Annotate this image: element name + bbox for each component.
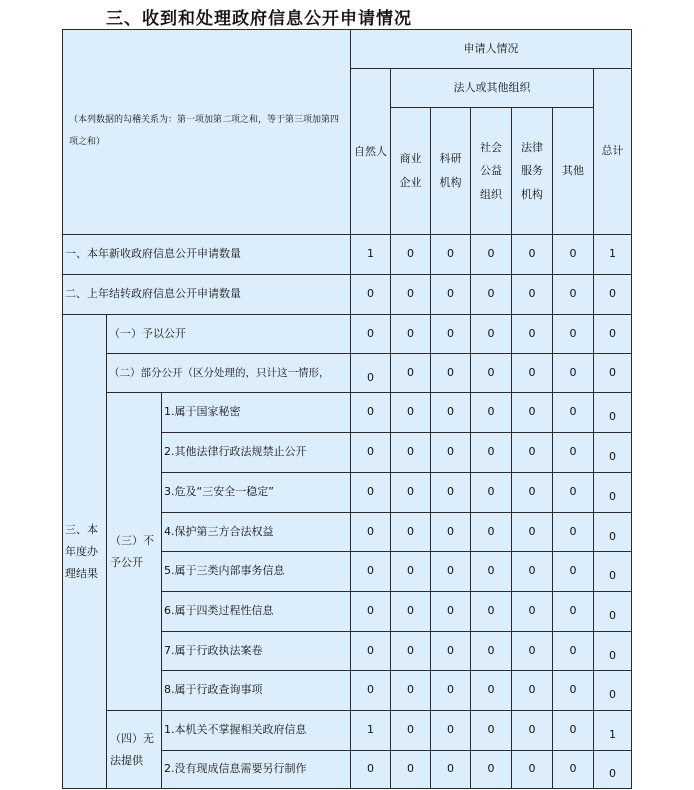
cell-value: 0 [512,315,553,354]
cell-value: 0 [512,275,553,315]
cell-value: 0 [431,751,471,789]
cell-value: 0 [594,513,632,552]
cell-value: 0 [553,433,594,473]
cell-value: 0 [391,275,431,315]
cell-value: 0 [351,513,391,552]
cell-value: 0 [553,592,594,632]
cell-value: 0 [553,235,594,275]
cell-value: 0 [391,393,431,433]
cell-value: 0 [351,592,391,632]
cell-value: 0 [553,671,594,711]
col-header-business: 商业企业 [391,108,431,235]
cell-value: 0 [431,711,471,751]
cell-value: 0 [512,393,553,433]
cell-value: 0 [594,354,632,393]
cell-value: 0 [553,552,594,592]
cell-value: 0 [471,473,512,513]
cell-value: 0 [512,552,553,592]
natural-person-header: 自然人 [351,69,391,235]
cell-value: 0 [351,473,391,513]
cell-value: 0 [351,315,391,354]
row-label: 2.其他法律行政法规禁止公开 [162,433,351,473]
cell-value: 0 [471,513,512,552]
cell-value: 0 [553,354,594,393]
cell-value: 0 [553,513,594,552]
table-row [63,393,632,433]
cell-value: 0 [351,433,391,473]
cell-value: 0 [431,671,471,711]
cell-value: 0 [594,433,632,473]
row-label: 一、本年新收政府信息公开申请数量 [63,235,351,275]
cell-value: 0 [431,354,471,393]
cell-value: 0 [471,354,512,393]
table-row [63,315,632,354]
cell-value: 0 [553,315,594,354]
cell-value: 0 [431,552,471,592]
cell-value: 0 [391,473,431,513]
cell-value: 0 [594,751,632,789]
cell-value: 0 [431,275,471,315]
cell-value: 0 [512,751,553,789]
col-header-legal-service: 法律服务机构 [512,108,553,235]
row-label: 4.保护第三方合法权益 [162,513,351,552]
cell-value: 0 [594,671,632,711]
cell-value: 0 [594,632,632,671]
cell-value: 0 [512,473,553,513]
row-label: 7.属于行政执法案卷 [162,632,351,671]
table-row [63,275,632,315]
cell-value: 0 [512,235,553,275]
cell-value: 0 [553,275,594,315]
cell-value: 0 [471,393,512,433]
group3-label: （三）不予公开 [107,393,162,711]
cell-value: 0 [594,592,632,632]
legal-entity-header: 法人或其他组织 [391,69,594,108]
cell-value: 0 [471,632,512,671]
row-label: 2.没有现成信息需要另行制作 [162,751,351,789]
row-label: 8.属于行政查询事项 [162,671,351,711]
row-label: 二、上年结转政府信息公开申请数量 [63,275,351,315]
col-header-other: 其他 [553,108,594,235]
cell-value: 0 [553,711,594,751]
cell-value: 0 [351,393,391,433]
cell-value: 0 [391,513,431,552]
table-note: （本列数据的勾稽关系为：第一项加第二项之和，等于第三项加第四项之和） [63,30,351,235]
cell-value: 0 [553,393,594,433]
cell-value: 0 [594,315,632,354]
cell-value: 1 [594,711,632,751]
cell-value: 0 [471,315,512,354]
cell-value: 0 [431,513,471,552]
cell-value: 0 [594,552,632,592]
group4-label: （四）无法提供 [107,711,162,789]
cell-value: 1 [594,235,632,275]
info-request-table [62,29,632,789]
cell-value: 0 [471,592,512,632]
cell-value: 0 [391,632,431,671]
cell-value: 0 [391,592,431,632]
cell-value: 0 [512,354,553,393]
row-label: （一）予以公开 [107,315,351,354]
total-header: 总计 [594,69,632,235]
row-label: 3.危及“三安全一稳定” [162,473,351,513]
cell-value: 0 [594,393,632,433]
cell-value: 0 [553,751,594,789]
row-label: 6.属于四类过程性信息 [162,592,351,632]
applicant-header: 申请人情况 [351,30,632,69]
cell-value: 0 [471,552,512,592]
page-title: 三、收到和处理政府信息公开申请情况 [106,9,412,29]
col-header-research: 科研机构 [431,108,471,235]
cell-value: 0 [471,671,512,711]
cell-value: 0 [431,632,471,671]
cell-value: 0 [471,433,512,473]
cell-value: 0 [391,433,431,473]
table-row [63,235,632,275]
cell-value: 0 [553,473,594,513]
cell-value: 0 [351,632,391,671]
cell-value: 0 [471,235,512,275]
row-label: 1.属于国家秘密 [162,393,351,433]
cell-value: 0 [594,473,632,513]
cell-value: 0 [391,354,431,393]
cell-value: 0 [391,235,431,275]
row-label: 5.属于三类内部事务信息 [162,552,351,592]
table-row [63,711,632,751]
cell-value: 0 [431,235,471,275]
cell-value: 0 [391,552,431,592]
row-label: 1.本机关不掌握相关政府信息 [162,711,351,751]
cell-value: 0 [512,592,553,632]
cell-value: 0 [431,315,471,354]
cell-value: 0 [391,671,431,711]
cell-value: 0 [471,275,512,315]
cell-value: 0 [594,275,632,315]
cell-value: 0 [351,671,391,711]
cell-value: 0 [553,632,594,671]
table-row [63,354,632,393]
section3-label: 三、本年度办理结果 [63,315,107,789]
cell-value: 0 [512,513,553,552]
cell-value: 0 [391,711,431,751]
row-label: （二）部分公开（区分处理的，只计这一情形， [107,354,351,393]
col-header-public-welfare: 社会公益组织 [471,108,512,235]
cell-value: 0 [351,354,391,393]
cell-value: 0 [431,433,471,473]
cell-value: 1 [351,711,391,751]
cell-value: 0 [391,315,431,354]
cell-value: 0 [351,275,391,315]
cell-value: 0 [512,433,553,473]
cell-value: 1 [351,235,391,275]
cell-value: 0 [471,751,512,789]
cell-value: 0 [431,473,471,513]
cell-value: 0 [351,552,391,592]
cell-value: 0 [431,592,471,632]
cell-value: 0 [512,632,553,671]
cell-value: 0 [512,711,553,751]
cell-value: 0 [471,711,512,751]
cell-value: 0 [512,671,553,711]
cell-value: 0 [391,751,431,789]
cell-value: 0 [351,751,391,789]
cell-value: 0 [431,393,471,433]
